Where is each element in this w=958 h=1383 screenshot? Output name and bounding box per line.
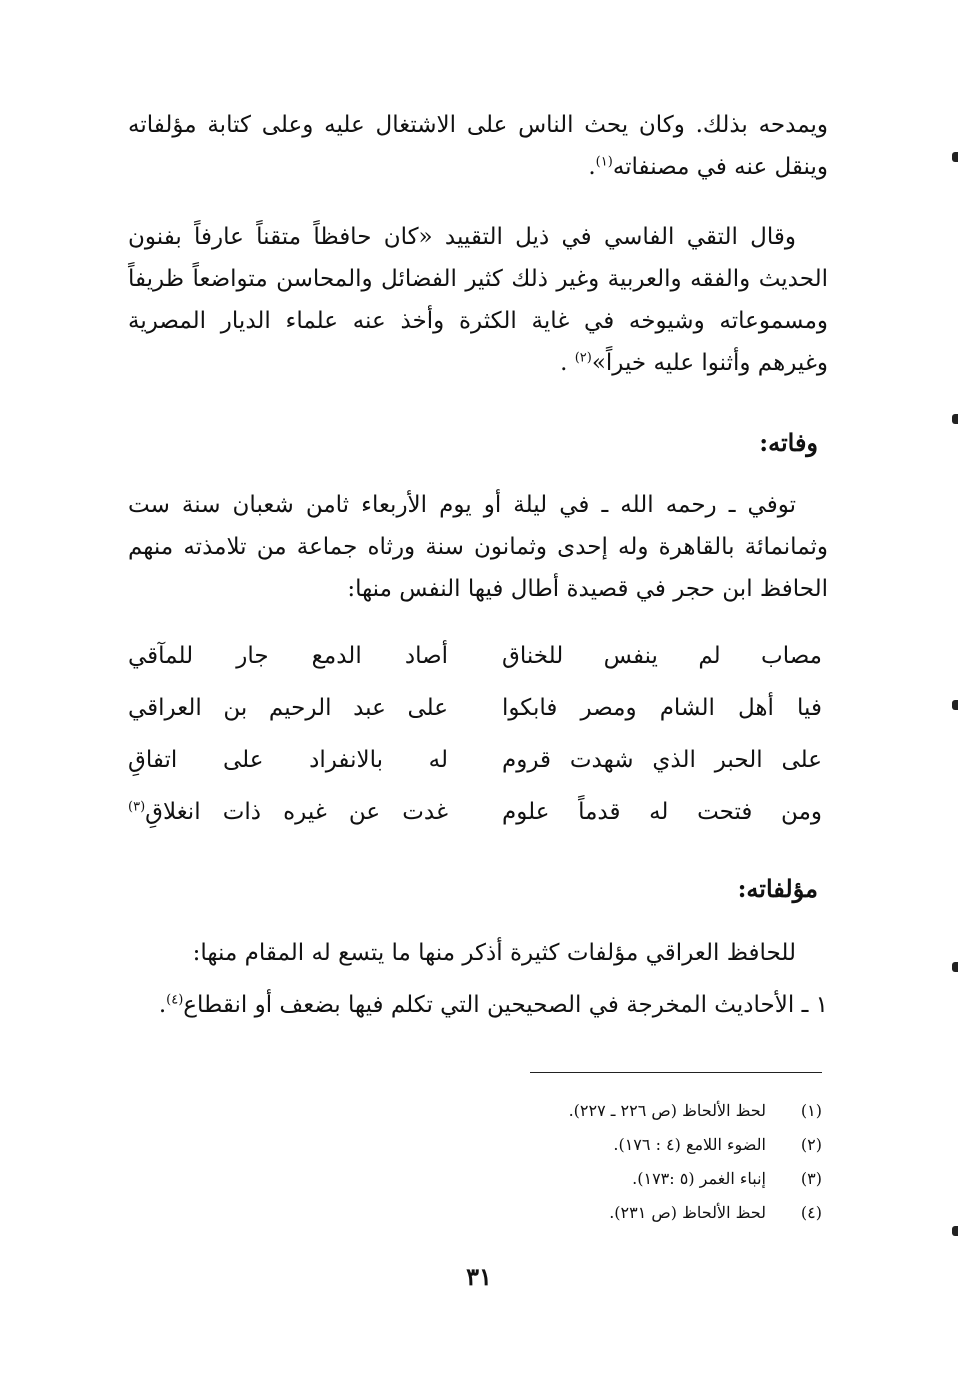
poem-first-hemistich: مصاب لم ينفس للخناق bbox=[502, 643, 822, 669]
works-list-item-number: ١ bbox=[815, 992, 828, 1018]
poem-verse bbox=[128, 786, 828, 838]
footnotes bbox=[569, 1094, 822, 1230]
scan-edge-mark bbox=[952, 1226, 958, 1236]
scan-edge-mark bbox=[952, 414, 958, 424]
footnote-text: الضوء اللامع (٤ : ١٧٦). bbox=[613, 1135, 766, 1154]
footnote-number: (٢) bbox=[800, 1135, 822, 1154]
paragraph-praise: ويمدحه بذلك. وكان يحث الناس على الاشتغال عليه وعلى كتابة مؤلفاته وينقل عنه في مصنفاته$^{(١)}$. bbox=[128, 112, 828, 180]
poem-verse bbox=[128, 682, 828, 734]
poem-second-hemistich bbox=[128, 799, 448, 825]
heading-death: وفاته: bbox=[759, 428, 818, 457]
scan-edge-mark bbox=[952, 700, 958, 710]
elegy-poem bbox=[128, 630, 828, 838]
footnote bbox=[569, 1128, 822, 1162]
paragraph-death-text: توفي ـ رحمه الله ـ في ليلة أو يوم الأربعاء ثامن شعبان سنة ست وثمانمائة بالقاهرة وله إحدى وثمانون سنة ورثاه جماعة من تلامذته منهم الحافظ ابن حجر في قصيدة أطال فيها النفس منها: bbox=[128, 492, 828, 602]
page-number: ٣١ bbox=[466, 1262, 492, 1291]
heading-works: مؤلفاته: bbox=[737, 874, 818, 903]
paragraph-fasi-quote: وقال التقي الفاسي في ذيل التقييد «كان حافظاً متقناً عارفاً بفنون الحديث والفقه والعربية وغير ذلك كثير الفضائل والمحاسن متواضعاً ظريفاً ومسموعاته وشيوخه في غاية الكثرة وأخذ عنه علماء الديار المصرية وغيرهم وأثنوا عليه خيراً»$^{(٢)}$ . bbox=[128, 224, 828, 376]
poem-second-hemistich: على عبد الرحيم بن العراقي bbox=[128, 695, 448, 721]
scan-edge-mark bbox=[952, 962, 958, 972]
footnote-number: (٣) bbox=[800, 1169, 822, 1188]
scan-edge-mark bbox=[952, 152, 958, 162]
footnote bbox=[569, 1196, 822, 1230]
poem-second-hemistich: له بالانفراد على اتفاقِ bbox=[128, 747, 448, 773]
footnote-ref-4: (٤) bbox=[166, 992, 184, 1008]
footnote-number: (٤) bbox=[800, 1203, 822, 1222]
footnote-ref-2: (٢) bbox=[574, 350, 592, 366]
footnote-text: لحظ الألحاظ (ص ٢٣١). bbox=[609, 1203, 766, 1222]
poem-first-hemistich: على الحبر الذي شهدت قروم bbox=[502, 747, 822, 773]
footnote-text: إنباء الغمر (٥ :١٧٣). bbox=[632, 1169, 766, 1188]
footnote-divider bbox=[530, 1072, 822, 1073]
paragraph-praise-text: ويمدحه بذلك. وكان يحث الناس على الاشتغال عليه وعلى كتابة مؤلفاته وينقل عنه في مصنفاته bbox=[128, 112, 828, 180]
poem-first-hemistich: ومن فتحت له قدماً علوم bbox=[502, 799, 822, 825]
paragraph-death bbox=[128, 484, 828, 610]
footnote-ref-1: (١) bbox=[595, 154, 613, 170]
poem-second-hemistich: أصاد الدمع جار للمآقي bbox=[128, 643, 448, 669]
works-list-item: ١ ـ الأحاديث المخرجة في الصحيحين التي تكلم فيها بضعف أو انقطاع$^{(٤)}$. bbox=[158, 992, 828, 1018]
footnote-number: (١) bbox=[800, 1101, 822, 1120]
footnote-text: لحظ الألحاظ (ص ٢٢٦ ـ ٢٢٧). bbox=[568, 1101, 766, 1120]
poem-verse bbox=[128, 734, 828, 786]
footnote bbox=[569, 1162, 822, 1196]
paragraph-works-intro bbox=[128, 932, 828, 974]
poem-second-hemistich-text: غدت عن غيره ذات انغلاقِ bbox=[145, 799, 448, 825]
poem-verse bbox=[128, 630, 828, 682]
poem-first-hemistich: فيا أهل الشام ومصر فابكوا bbox=[502, 695, 822, 721]
footnote-ref-3: (٣) bbox=[128, 799, 146, 815]
paragraph-works-intro-text: للحافظ العراقي مؤلفات كثيرة أذكر منها ما يتسع له المقام منها: bbox=[192, 940, 796, 966]
works-list-item-text: ـ الأحاديث المخرجة في الصحيحين التي تكلم فيها بضعف أو انقطاع bbox=[183, 992, 809, 1018]
paragraph-fasi-quote-text: وقال التقي الفاسي في ذيل التقييد «كان حافظاً متقناً عارفاً بفنون الحديث والفقه والعربية وغير ذلك كثير الفضائل والمحاسن متواضعاً ظريفاً ومسموعاته وشيوخه في غاية الكثرة وأخذ عنه علماء الديار المصرية وغيرهم وأثنوا عليه خيراً» bbox=[128, 224, 828, 376]
footnote bbox=[569, 1094, 822, 1128]
